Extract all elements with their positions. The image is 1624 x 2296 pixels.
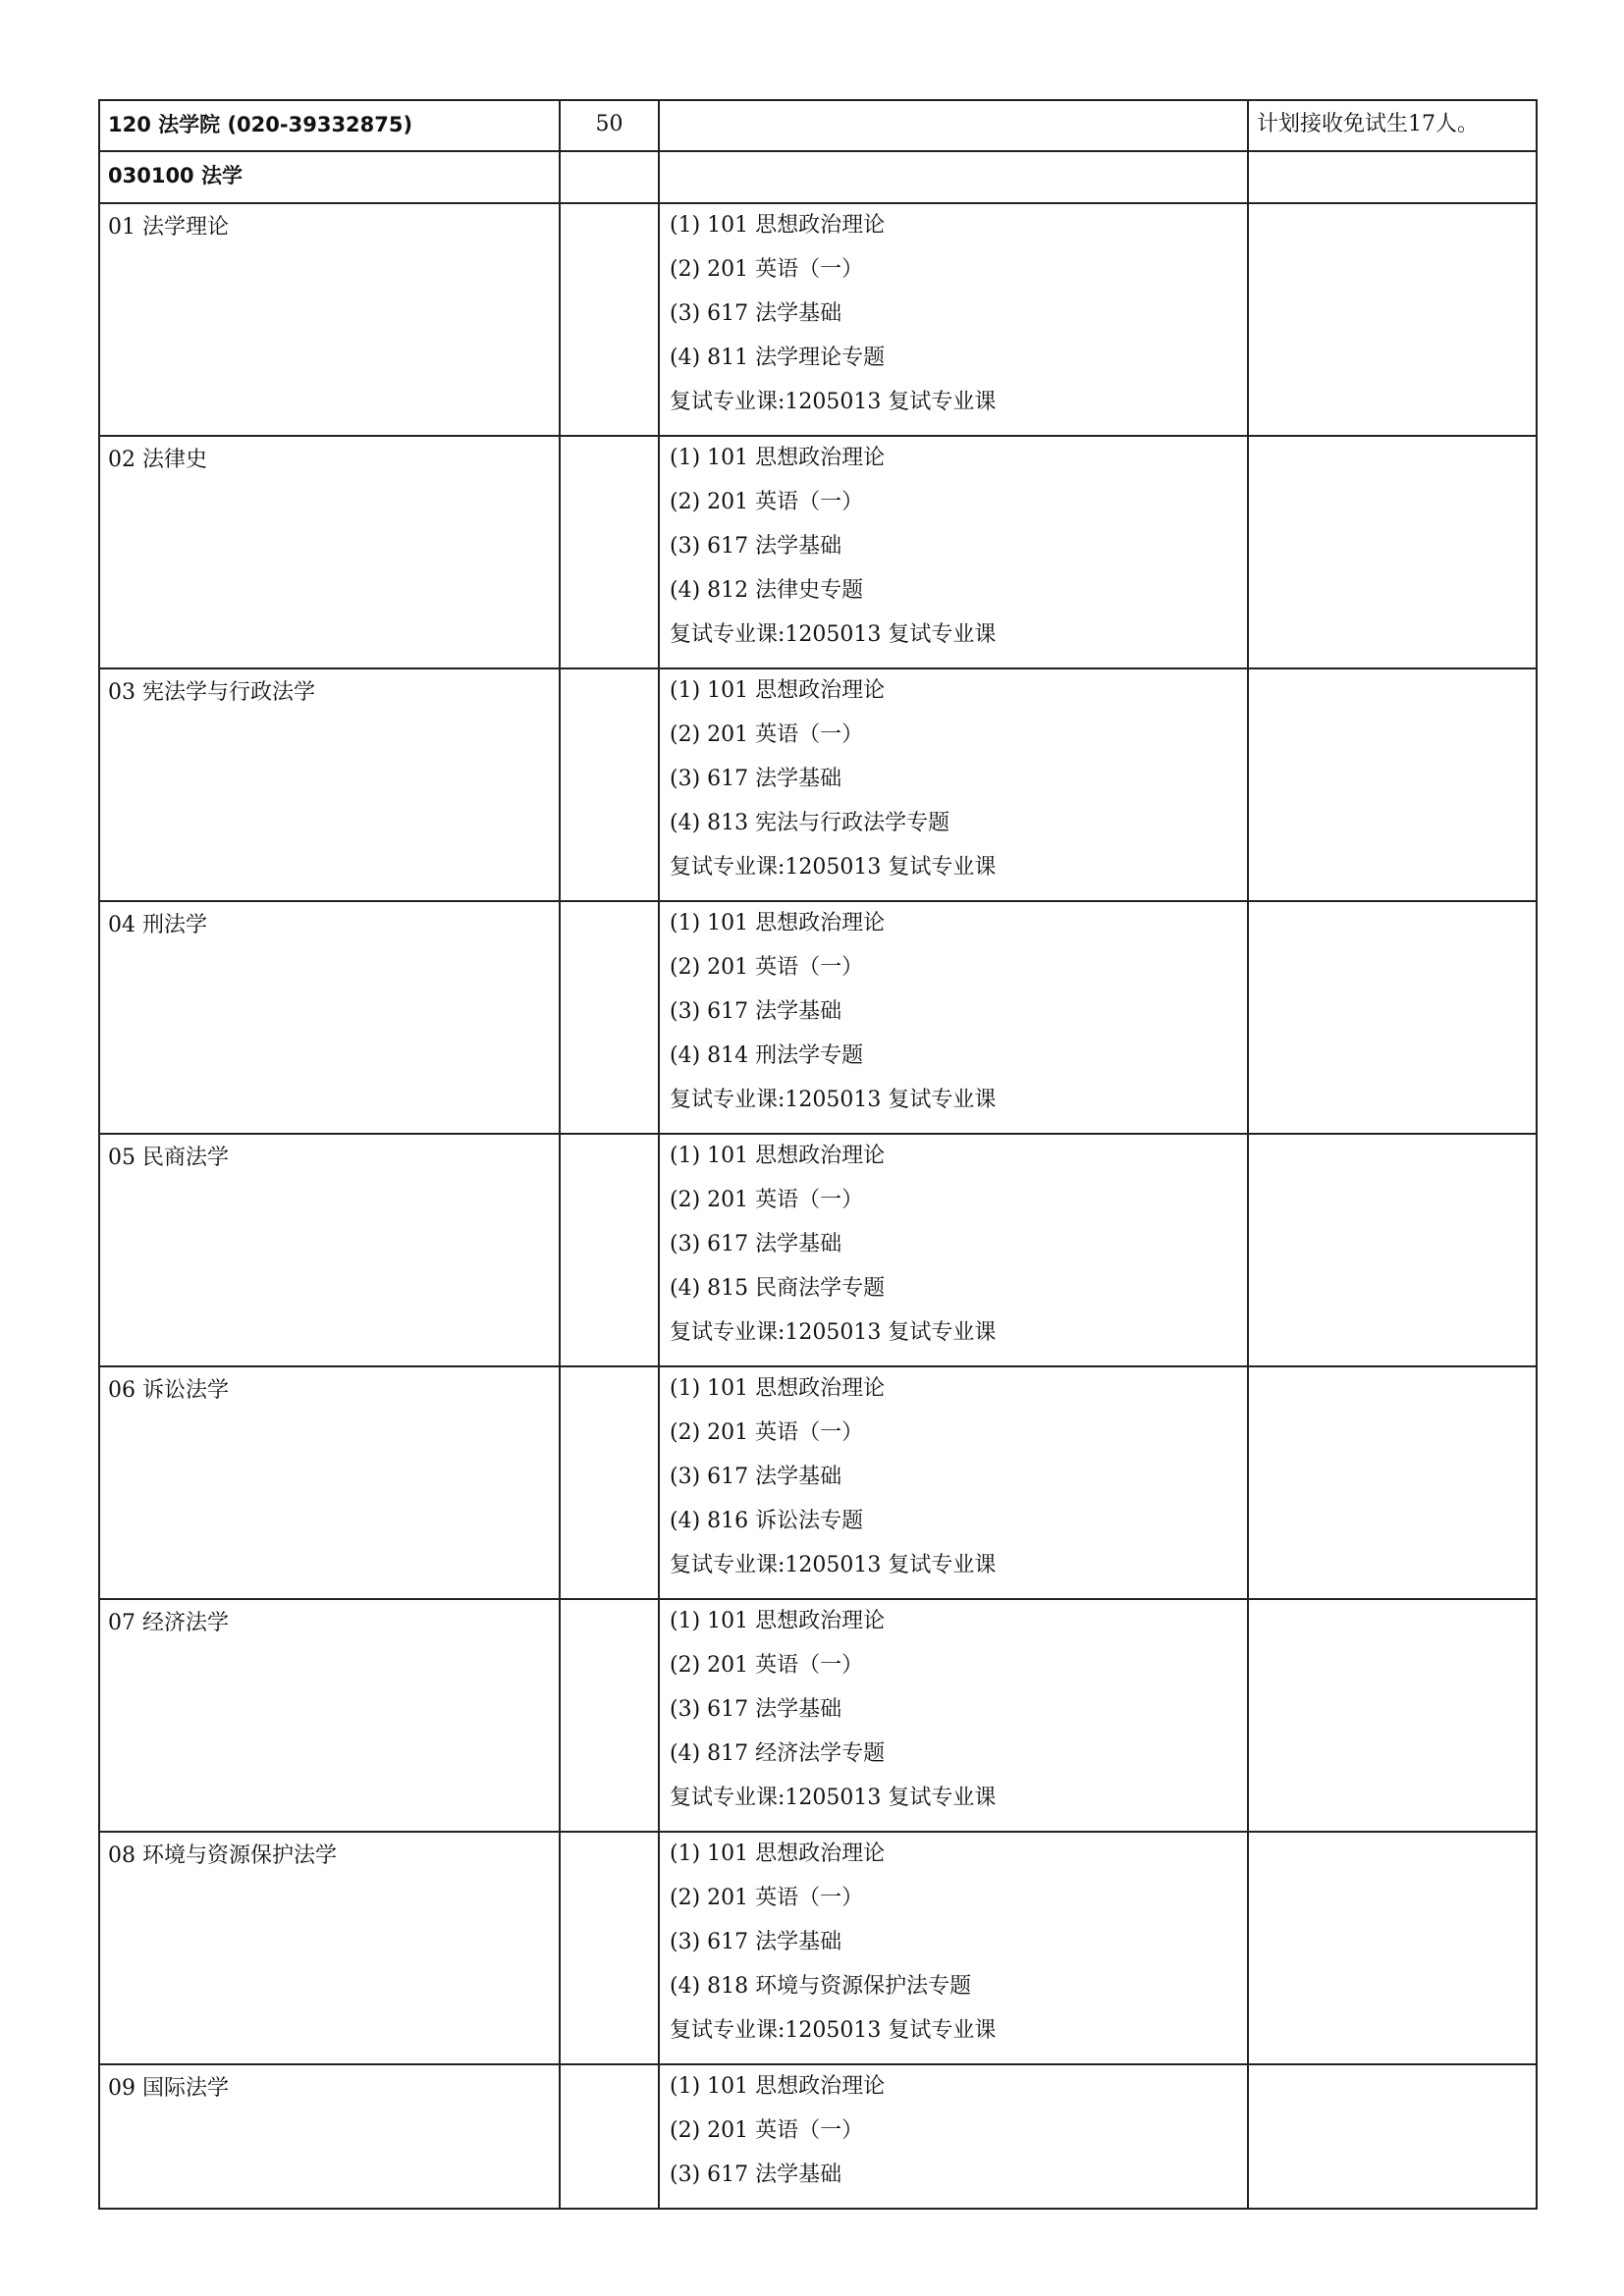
- exam-subject: (1) 101 思想政治理论: [670, 1144, 886, 1168]
- exam-subject: (1) 101 思想政治理论: [670, 446, 886, 470]
- direction-name: 07 经济法学: [108, 1611, 229, 1635]
- exam-subject: (3) 617 法学基础: [670, 1465, 842, 1489]
- exam-subject: (3) 617 法学基础: [670, 2163, 842, 2187]
- exam-subject: (1) 101 思想政治理论: [670, 213, 886, 238]
- retest-subject: 复试专业课:1205013 复试专业课: [670, 1553, 997, 1577]
- exam-subject: (3) 617 法学基础: [670, 1232, 842, 1256]
- college-name: 120 法学院 (020-39332875): [108, 113, 413, 136]
- direction-name: 08 环境与资源保护法学: [108, 1843, 337, 1868]
- major-name: 030100 法学: [108, 164, 243, 187]
- exam-subject-list: [660, 437, 1247, 667]
- exam-subject: (4) 814 刑法学专题: [670, 1043, 864, 1068]
- exam-subject-list: [660, 1833, 1247, 2063]
- exam-subject: (4) 818 环境与资源保护法专题: [670, 1974, 972, 1999]
- exam-subject: (2) 201 英语（一）: [670, 2118, 864, 2143]
- exam-subject-list: [660, 1367, 1247, 1598]
- major-row: [99, 151, 1537, 203]
- exam-subject: (2) 201 英语（一）: [670, 1188, 864, 1212]
- exam-subject-list: [660, 2065, 1247, 2208]
- direction-row: [99, 203, 1537, 436]
- exam-subject: (3) 617 法学基础: [670, 534, 842, 559]
- retest-subject: 复试专业课:1205013 复试专业课: [670, 622, 997, 647]
- exam-subject-list: [660, 1600, 1247, 1831]
- direction-row: [99, 1832, 1537, 2064]
- direction-row: [99, 668, 1537, 901]
- college-row: [99, 100, 1537, 151]
- exam-subject: (2) 201 英语（一）: [670, 1886, 864, 1910]
- direction-name: 03 宪法学与行政法学: [108, 680, 315, 705]
- exam-subject: (3) 617 法学基础: [670, 999, 842, 1024]
- retest-subject: 复试专业课:1205013 复试专业课: [670, 1786, 997, 1810]
- exam-subject: (2) 201 英语（一）: [670, 722, 864, 747]
- retest-subject: 复试专业课:1205013 复试专业课: [670, 855, 997, 880]
- direction-row: [99, 1366, 1537, 1599]
- retest-subject: 复试专业课:1205013 复试专业课: [670, 1320, 997, 1345]
- exam-subject: (1) 101 思想政治理论: [670, 1842, 886, 1866]
- exam-subject: (1) 101 思想政治理论: [670, 1376, 886, 1401]
- direction-row: [99, 901, 1537, 1134]
- exam-subject: (2) 201 英语（一）: [670, 1420, 864, 1445]
- exam-subject: (2) 201 英语（一）: [670, 490, 864, 514]
- direction-row: [99, 2064, 1537, 2209]
- retest-subject: 复试专业课:1205013 复试专业课: [670, 2018, 997, 2043]
- exam-subject: (2) 201 英语（一）: [670, 955, 864, 980]
- direction-name: 01 法学理论: [108, 215, 229, 240]
- direction-name: 06 诉讼法学: [108, 1378, 229, 1403]
- direction-name: 02 法律史: [108, 448, 207, 472]
- exam-subject-list: [660, 1135, 1247, 1365]
- direction-row: [99, 1134, 1537, 1366]
- exam-subject: (1) 101 思想政治理论: [670, 1609, 886, 1633]
- retest-subject: 复试专业课:1205013 复试专业课: [670, 390, 997, 414]
- exam-subject: (1) 101 思想政治理论: [670, 678, 886, 703]
- retest-subject: 复试专业课:1205013 复试专业课: [670, 1088, 997, 1112]
- exam-subject: (4) 811 法学理论专题: [670, 346, 886, 370]
- exam-subject: (3) 617 法学基础: [670, 1697, 842, 1722]
- exam-subject: (4) 812 法律史专题: [670, 578, 864, 603]
- exam-subject: (3) 617 法学基础: [670, 1930, 842, 1954]
- direction-row: [99, 436, 1537, 668]
- direction-name: 04 刑法学: [108, 913, 207, 937]
- direction-name: 09 国际法学: [108, 2076, 229, 2101]
- direction-name: 05 民商法学: [108, 1146, 229, 1170]
- exam-subject: (1) 101 思想政治理论: [670, 911, 886, 935]
- exam-subject: (2) 201 英语（一）: [670, 1653, 864, 1678]
- exam-subject: (4) 816 诉讼法专题: [670, 1509, 864, 1533]
- exam-subject: (1) 101 思想政治理论: [670, 2074, 886, 2099]
- exam-subject: (4) 817 经济法学专题: [670, 1741, 886, 1766]
- exam-subject: (2) 201 英语（一）: [670, 257, 864, 282]
- exam-subject: (4) 813 宪法与行政法学专题: [670, 811, 950, 835]
- exam-subject: (4) 815 民商法学专题: [670, 1276, 886, 1301]
- exam-subject-list: [660, 669, 1247, 900]
- exam-subject-list: [660, 902, 1247, 1133]
- admissions-catalog-table: [98, 99, 1538, 2210]
- college-quota: 50: [595, 112, 623, 136]
- exam-subject: (3) 617 法学基础: [670, 767, 842, 791]
- exam-subject-list: [660, 204, 1247, 435]
- direction-row: [99, 1599, 1537, 1832]
- exam-subject: (3) 617 法学基础: [670, 301, 842, 326]
- college-note: 计划接收免试生17人。: [1257, 112, 1479, 136]
